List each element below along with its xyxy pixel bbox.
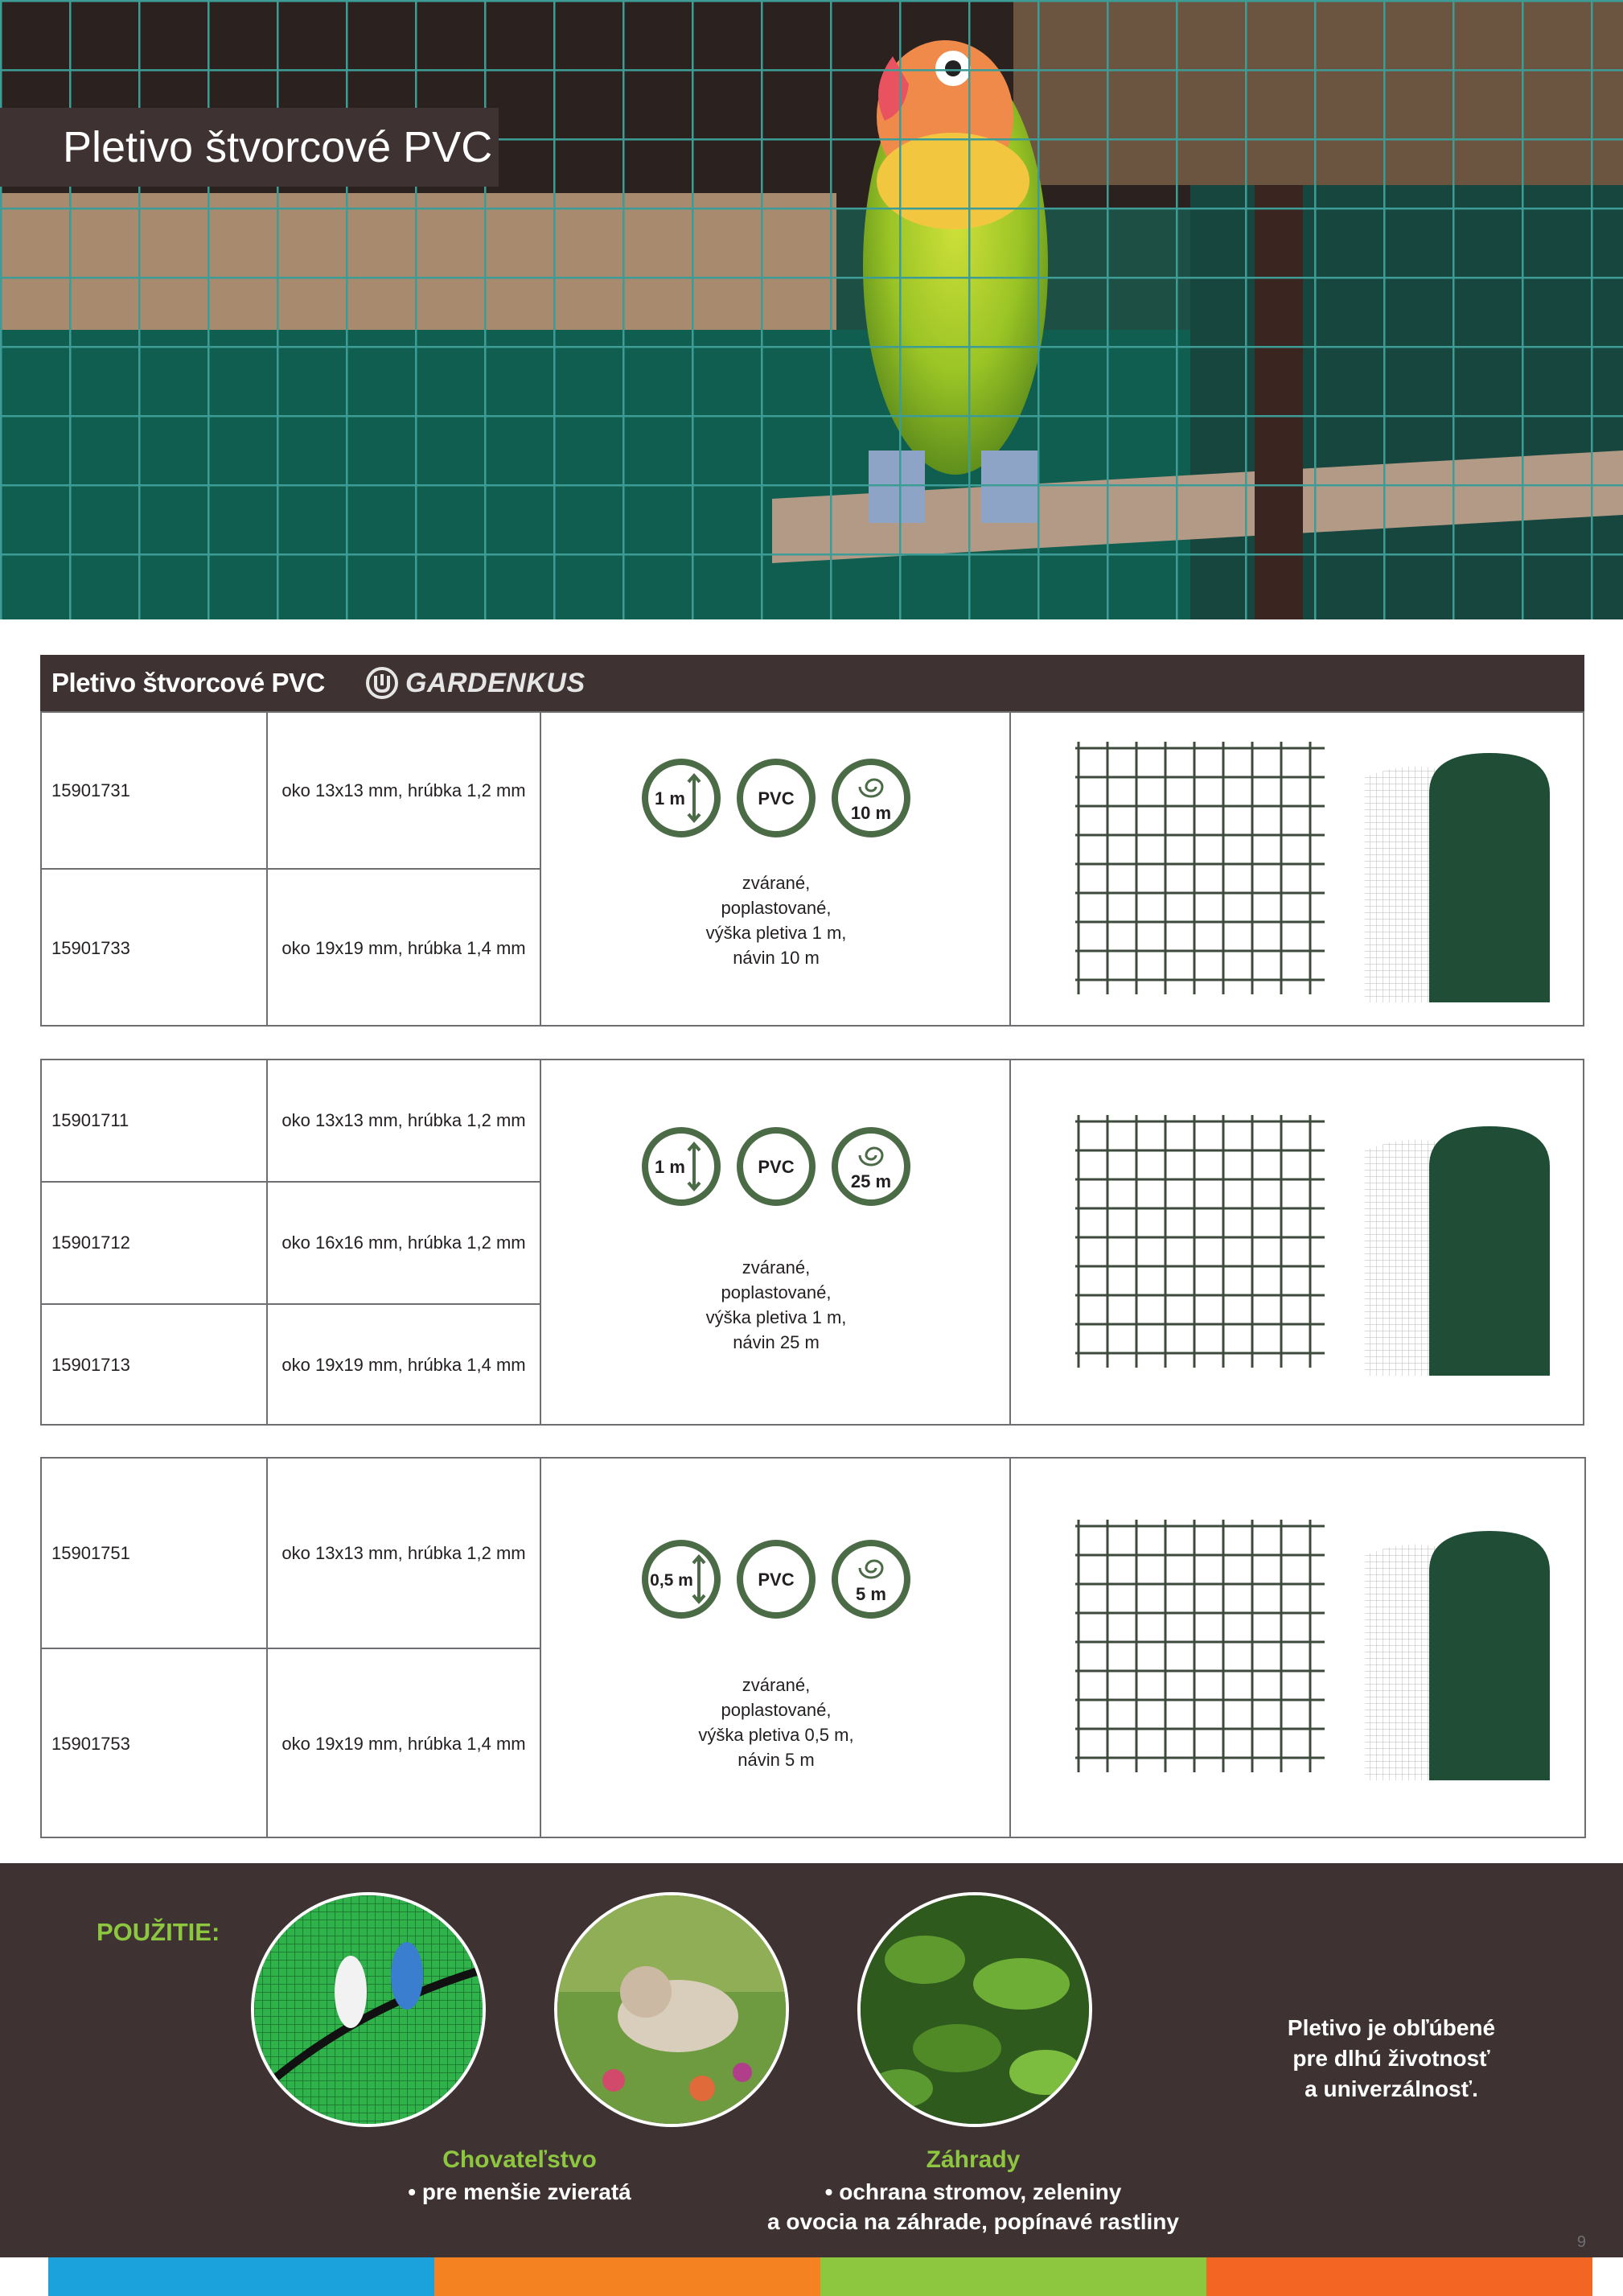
hero-title: Pletivo štvorcové PVC (0, 108, 499, 187)
spec-line: poplastované, (721, 898, 832, 918)
material-icon (736, 1539, 816, 1619)
tagline-line: Pletivo je obľúbené (1287, 2015, 1496, 2040)
roll-icon-label: 25 m (850, 1171, 892, 1191)
product-image (1011, 713, 1583, 1025)
spec-line: zvárané, (742, 1257, 811, 1278)
spec-line: zvárané, (742, 873, 811, 893)
product-code: 15901712 (42, 1183, 268, 1305)
roll-icon (831, 758, 911, 838)
tagline-line: pre dlhú životnosť (1292, 2046, 1490, 2071)
roll-icon-label: 10 m (850, 803, 892, 823)
product-code: 15901733 (42, 870, 268, 1027)
garden-text-line: • ochrana stromov, zeleniny (824, 2179, 1122, 2204)
tagline-line: a univerzálnosť. (1305, 2076, 1478, 2101)
garden-text (732, 2177, 1214, 2236)
height-icon-label: 1 m (655, 1157, 685, 1177)
garden-title: Záhrady (926, 2146, 1021, 2173)
spec-line: poplastované, (721, 1700, 832, 1720)
brand-name: GARDENKUS (405, 667, 586, 698)
garden-text-line: a ovocia na záhrade, popínavé rastliny (767, 2209, 1179, 2234)
product-description: oko 16x16 mm, hrúbka 1,2 mm (268, 1183, 541, 1305)
usage-section (0, 1863, 1623, 2257)
feature-column (541, 1060, 1011, 1424)
product-description: oko 19x19 mm, hrúbka 1,4 mm (268, 1649, 541, 1838)
height-icon (641, 758, 721, 838)
height-icon-label: 0,5 m (650, 1571, 693, 1590)
spec-line: poplastované, (721, 1282, 832, 1302)
product-code: 15901751 (42, 1459, 268, 1649)
usage-label: POUŽITIE: (97, 1918, 220, 1946)
hero-image (0, 0, 1623, 619)
roll-icon (831, 1126, 911, 1207)
garden-plants-photo (857, 1892, 1092, 2127)
product-table-3 (40, 1457, 1586, 1838)
product-description: oko 13x13 mm, hrúbka 1,2 mm (268, 1060, 541, 1183)
material-icon-label: PVC (758, 1157, 795, 1177)
product-header-title: Pletivo štvorcové PVC (51, 668, 325, 697)
product-header (40, 655, 1584, 711)
product-description: oko 13x13 mm, hrúbka 1,2 mm (268, 1459, 541, 1649)
height-icon (641, 1126, 721, 1207)
color-bar-green (820, 2257, 1206, 2296)
product-image (1011, 1459, 1584, 1837)
spec-line: návin 10 m (733, 948, 820, 968)
spec-line: výška pletiva 1 m, (705, 1307, 847, 1327)
product-description: oko 19x19 mm, hrúbka 1,4 mm (268, 1305, 541, 1426)
feature-icons (541, 1539, 1011, 1619)
product-code: 15901711 (42, 1060, 268, 1183)
feature-icons (541, 1126, 1011, 1207)
material-icon (736, 1126, 816, 1207)
page-number: 9 (1576, 2233, 1586, 2251)
height-icon (641, 1539, 721, 1619)
product-code: 15901713 (42, 1305, 268, 1426)
feature-column (541, 1459, 1011, 1837)
spec-line: zvárané, (742, 1675, 811, 1695)
breeding-text: • pre menšie zvieratá (408, 2179, 631, 2204)
spec-line: návin 5 m (738, 1750, 815, 1770)
material-icon-label: PVC (758, 788, 795, 809)
spec-line: výška pletiva 1 m, (705, 923, 847, 943)
roll-icon (831, 1539, 911, 1619)
product-description: oko 13x13 mm, hrúbka 1,2 mm (268, 713, 541, 870)
spec-text (541, 1673, 1011, 1772)
height-icon-label: 1 m (655, 788, 685, 809)
tagline (1255, 2013, 1528, 2105)
material-icon-label: PVC (758, 1570, 795, 1590)
breeding-title: Chovateľstvo (442, 2146, 597, 2173)
material-icon (736, 758, 816, 838)
mesh-roll-image (1357, 1118, 1566, 1376)
product-image (1011, 1060, 1583, 1424)
spec-line: návin 25 m (733, 1332, 820, 1352)
product-table-2 (40, 1059, 1584, 1426)
product-code: 15901731 (42, 713, 268, 870)
color-bar-blue (48, 2257, 434, 2296)
spec-text (541, 870, 1011, 970)
spec-line: výška pletiva 0,5 m, (698, 1725, 854, 1745)
mesh-sample-image (1067, 1515, 1333, 1780)
birds-photo (251, 1892, 486, 2127)
parrot-photo (0, 0, 1623, 619)
color-bar (48, 2257, 1592, 2296)
color-bar-orange (434, 2257, 820, 2296)
product-code: 15901753 (42, 1649, 268, 1838)
mesh-roll-image (1357, 1523, 1566, 1780)
mesh-roll-image (1357, 745, 1566, 1002)
feature-column (541, 713, 1011, 1025)
brand-logo (365, 665, 586, 702)
mesh-sample-image (1067, 1110, 1333, 1376)
spec-text (541, 1255, 1011, 1355)
mesh-sample-image (1067, 737, 1333, 1002)
product-table-1 (40, 711, 1584, 1027)
feature-icons (541, 758, 1011, 838)
color-bar-red-orange (1206, 2257, 1592, 2296)
gardenkus-logo-icon (365, 666, 399, 700)
product-description: oko 19x19 mm, hrúbka 1,4 mm (268, 870, 541, 1027)
cat-garden-photo (554, 1892, 789, 2127)
roll-icon-label: 5 m (856, 1584, 886, 1604)
